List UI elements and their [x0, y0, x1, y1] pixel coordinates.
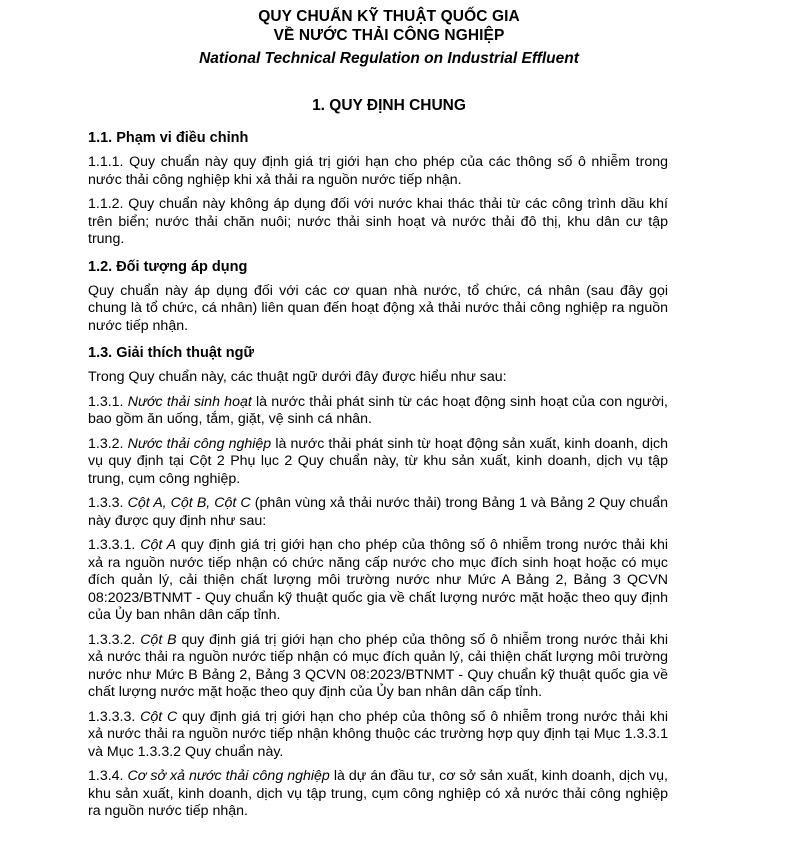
section-heading-general: 1. QUY ĐỊNH CHUNG: [312, 97, 466, 114]
clause-text: là nước thải phát sinh từ các hoạt động sinh hoạt của con người, bao gồm ăn uống, tắm, giặt, vệ sinh cá nhân.: [88, 393, 668, 427]
clause-number: 1.3.2.: [88, 435, 128, 452]
defined-term: Cột B: [140, 631, 177, 648]
clause-text: là nước thải phát sinh từ hoạt động sản xuất, kinh doanh, dịch vụ quy định tại Cột 2 Phụ lục 2 Quy chuẩn này, từ khu sản xuất, kinh doanh, dịch vụ tập trung, cụm công nghiệp.: [88, 435, 668, 487]
paragraph-1-2: Quy chuẩn này áp dụng đối với các cơ quan nhà nước, tổ chức, cá nhân (sau đây gọi chung là tổ chức, cá nhân) liên quan đến hoạt động xả thải nước thải công nghiệp ra nguồn nước tiếp nhận.: [88, 282, 668, 334]
clause-text: (phân vùng xả thải nước thải) trong Bảng 1 và Bảng 2 Quy chuẩn này được quy định như sau:: [88, 495, 668, 529]
clause-number: 1.3.3.: [88, 495, 128, 511]
subsection-heading-scope: 1.1. Phạm vi điều chỉnh: [88, 130, 249, 146]
clause-text: quy định giá trị giới hạn cho phép của thông số ô nhiễm trong nước thải khi xả nước thải ra nguồn nước tiếp nhận có mục đích quản lý, cải thiện chất lượng môi trường nước như Mức B Bảng 2, Bảng 3 QCVN 08:2023/BTNMT - Quy chuẩn kỹ thuật quốc gia về chất lượng nước mặt hoặc theo quy định của Ủy ban nhân dân cấp tỉnh.: [88, 631, 669, 700]
paragraph-1-3-4: [88, 768, 668, 821]
paragraph-1-3-2: [88, 436, 668, 489]
paragraph-1-3-3-3: [88, 709, 668, 762]
defined-term: Nước thải công nghiệp: [127, 435, 272, 452]
defined-term: Cột C: [140, 708, 178, 725]
clause-text: quy định giá trị giới hạn cho phép của thông số ô nhiễm trong nước thải khi xả ra nguồn nước tiếp nhận có chức năng cấp nước cho mục đích sinh hoạt hoặc có mục đích quản lý, cải thiện chất lượng môi trường nước như Mức A Bảng 2, Bảng 3 QCVN 08:2023/BTNMT - Quy chuẩn kỹ thuật quốc gia về chất lượng nước mặt hoặc theo quy định của Ủy ban nhân dân cấp tỉnh.: [88, 537, 668, 623]
document-title-block: [99, 7, 679, 68]
defined-term: Nước thải sinh hoạt: [127, 393, 252, 410]
subsection-heading-applicable-subjects: 1.2. Đối tượng áp dụng: [88, 258, 248, 275]
clause-number: 1.3.4.: [88, 768, 128, 784]
document-title-line-2: VỀ NƯỚC THẢI CÔNG NGHIỆP: [273, 27, 505, 44]
defined-term: Cột A, Cột B, Cột C: [127, 495, 251, 511]
clause-number: 1.3.3.3.: [88, 708, 141, 725]
paragraph-1-1-1: 1.1.1. Quy chuẩn này quy định giá trị giới hạn cho phép của các thông số ô nhiễm trong nước thải công nghiệp khi xả thải ra nguồn nước tiếp nhận.: [88, 154, 668, 188]
paragraph-definitions-intro: Trong Quy chuẩn này, các thuật ngữ dưới đây được hiểu như sau:: [88, 369, 507, 385]
clause-number: 1.3.1.: [88, 393, 128, 410]
document-subtitle-english: National Technical Regulation on Industrial Effluent: [199, 50, 579, 67]
paragraph-1-1-2: 1.1.2. Quy chuẩn này không áp dụng đối với nước khai thác thải từ các công trình dầu khí trên biển; nước thải chăn nuôi; nước thải sinh hoạt và nước thải đô thị, khu dân cư tập trung.: [88, 196, 668, 247]
paragraph-1-3-3-1: [88, 537, 668, 625]
defined-term: Cột A: [140, 537, 177, 553]
paragraph-1-3-3: [88, 495, 668, 530]
paragraph-1-3-1: [88, 394, 668, 429]
clause-text: là dự án đầu tư, cơ sở sản xuất, kinh doanh, dịch vụ, khu sản xuất, kinh doanh, dịch vụ tập trung, cụm công nghiệp có xả nước thải công nghiệp ra nguồn nước tiếp nhận.: [88, 768, 668, 819]
subsection-heading-definitions: 1.3. Giải thích thuật ngữ: [88, 345, 254, 361]
paragraph-1-3-3-2: [88, 632, 668, 702]
clause-number: 1.3.3.2.: [88, 631, 141, 648]
document-title-line-1: QUY CHUẨN KỸ THUẬT QUỐC GIA: [258, 8, 520, 25]
defined-term: Cơ sở xả nước thải công nghiệp: [127, 768, 330, 784]
clause-text: quy định giá trị giới hạn cho phép của thông số ô nhiễm trong nước thải khi xả nước thải ra nguồn nước tiếp nhận không thuộc các trường hợp quy định tại Mục 1.3.3.1 và Mục 1.3.3.2 Quy chuẩn này.: [88, 708, 669, 760]
clause-number: 1.3.3.1.: [88, 537, 141, 553]
